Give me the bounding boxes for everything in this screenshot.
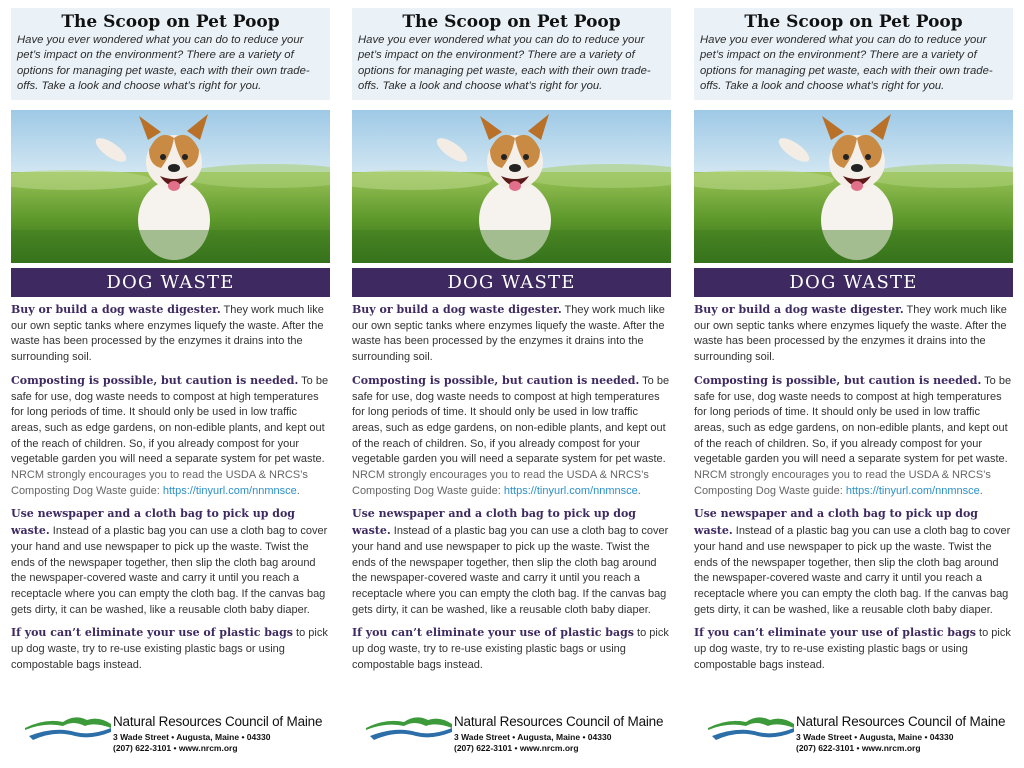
newspaper-text: Instead of a plastic bag you can use a cloth bag to cover your hand and use newspaper to pick up the waste. Twist the ends of the newspaper together, then slip the cloth bag around the newspaper-covered waste and carry it until you reach a receptacle where you can empty the cloth bag. If the canvas bag gets dirty, it can be washed, like a reusable cloth baby diaper.	[11, 525, 328, 616]
footer	[708, 712, 1008, 762]
intro-box	[11, 8, 330, 100]
footer	[366, 712, 666, 762]
plastic-heading: If you can’t eliminate your use of plastic bags	[352, 626, 634, 640]
compost-paragraph	[11, 373, 330, 500]
newspaper-heading: Use newspaper and a cloth bag to pick up dog waste.	[352, 507, 636, 538]
compost-text: To be safe for use, dog waste needs to compost at high temperatures for long periods of time. It should only be used in low traffic areas, such as edge gardens, on non-edible plants, and kept out of the reach of children. So, if you already compost for your vegetable garden you will need a separate system for pet waste.	[11, 374, 329, 466]
compost-end: .	[296, 484, 300, 497]
section-banner	[694, 268, 1013, 297]
compost-note: NRCM strongly encourages you to read the USDA & NRCS’s Composting Dog Waste guide:	[352, 469, 649, 497]
org-contact: (207) 622-3101 • www.nrcm.org	[113, 743, 238, 753]
footer	[25, 712, 325, 762]
newspaper-heading: Use newspaper and a cloth bag to pick up dog waste.	[694, 507, 978, 538]
plastic-heading: If you can’t eliminate your use of plastic bags	[694, 626, 976, 640]
org-name: Natural Resources Council of Maine	[113, 714, 323, 729]
flyer-card-3	[694, 8, 1013, 763]
compost-guide-link[interactable]: https://tinyurl.com/nnmnsce	[845, 484, 980, 497]
flyer-title: The Scoop on Pet Poop	[402, 12, 621, 32]
newspaper-paragraph	[11, 506, 330, 618]
nrcm-logo-icon	[25, 714, 111, 744]
newspaper-paragraph	[352, 506, 671, 618]
plastic-heading: If you can’t eliminate your use of plastic bags	[11, 626, 293, 640]
section-banner	[352, 268, 671, 297]
digester-heading: Buy or build a dog waste digester.	[11, 303, 221, 316]
intro-text: Have you ever wondered what you can do to reduce your pet’s impact on the environment? There are a variety of options for managing pet waste, each with their own trade-offs. Take a look and choose what’s right for you.	[17, 34, 310, 92]
compost-end: .	[637, 484, 641, 497]
compost-heading: Composting is possible, but caution is needed.	[11, 373, 299, 387]
digester-paragraph	[352, 302, 671, 366]
flyer-body	[694, 302, 1013, 673]
flyer-body	[11, 302, 330, 673]
compost-heading: Composting is possible, but caution is needed.	[694, 373, 982, 387]
digester-heading: Buy or build a dog waste digester.	[352, 303, 562, 316]
compost-note: NRCM strongly encourages you to read the USDA & NRCS’s Composting Dog Waste guide:	[694, 469, 991, 497]
newspaper-paragraph	[694, 506, 1013, 618]
compost-paragraph	[694, 373, 1013, 500]
org-name: Natural Resources Council of Maine	[454, 714, 664, 729]
digester-text: They work much like our own septic tanks where enzymes liquefy the waste. After the waste has been processed by the enzymes it drains into the surrounding soil.	[352, 304, 665, 364]
plastic-text: to pick up dog waste, try to re-use existing plastic bags or using compostable bags instead.	[694, 627, 1011, 671]
dog-photo-graphic	[694, 110, 1013, 263]
flyer-body	[352, 302, 671, 673]
newspaper-text: Instead of a plastic bag you can use a cloth bag to cover your hand and use newspaper to pick up the waste. Twist the ends of the newspaper together, then slip the cloth bag around the newspaper-covered waste and carry it until you reach a receptacle where you can empty the cloth bag. If the canvas bag gets dirty, it can be washed, like a reusable cloth baby diaper.	[694, 525, 1011, 616]
flyer-title: The Scoop on Pet Poop	[61, 12, 280, 32]
compost-paragraph	[352, 373, 671, 500]
dog-photo-graphic	[352, 110, 671, 263]
intro-box	[694, 8, 1013, 100]
digester-paragraph	[694, 302, 1013, 366]
org-address: 3 Wade Street • Augusta, Maine • 04330	[454, 732, 612, 742]
compost-heading: Composting is possible, but caution is needed.	[352, 373, 640, 387]
org-address: 3 Wade Street • Augusta, Maine • 04330	[796, 732, 954, 742]
org-name: Natural Resources Council of Maine	[796, 714, 1006, 729]
nrcm-logo-icon	[708, 714, 794, 744]
plastic-paragraph	[694, 625, 1013, 673]
digester-paragraph	[11, 302, 330, 366]
compost-text: To be safe for use, dog waste needs to compost at high temperatures for long periods of time. It should only be used in low traffic areas, such as edge gardens, on non-edible plants, and kept out of the reach of children. So, if you already compost for your vegetable garden you will need a separate system for pet waste.	[694, 374, 1012, 466]
compost-end: .	[979, 484, 983, 497]
newspaper-text: Instead of a plastic bag you can use a cloth bag to cover your hand and use newspaper to pick up the waste. Twist the ends of the newspaper together, then slip the cloth bag around the newspaper-covered waste and carry it until you reach a receptacle where you can empty the cloth bag. If the canvas bag gets dirty, it can be washed, like a reusable cloth baby diaper.	[352, 525, 669, 616]
intro-text: Have you ever wondered what you can do to reduce your pet’s impact on the environment? There are a variety of options for managing pet waste, each with their own trade-offs. Take a look and choose what’s right for you.	[358, 34, 651, 92]
flyer-title: The Scoop on Pet Poop	[744, 12, 963, 32]
plastic-text: to pick up dog waste, try to re-use existing plastic bags or using compostable bags instead.	[11, 627, 328, 671]
newspaper-heading: Use newspaper and a cloth bag to pick up dog waste.	[11, 507, 295, 538]
compost-text: To be safe for use, dog waste needs to compost at high temperatures for long periods of time. It should only be used in low traffic areas, such as edge gardens, on non-edible plants, and kept out of the reach of children. So, if you already compost for your vegetable garden you will need a separate system for pet waste.	[352, 374, 670, 466]
digester-heading: Buy or build a dog waste digester.	[694, 303, 904, 316]
plastic-text: to pick up dog waste, try to re-use existing plastic bags or using compostable bags instead.	[352, 627, 669, 671]
org-contact: (207) 622-3101 • www.nrcm.org	[454, 743, 579, 753]
banner-title: DOG WASTE	[447, 272, 576, 293]
intro-box	[352, 8, 671, 100]
dog-photo	[694, 110, 1013, 263]
dog-photo-graphic	[11, 110, 330, 263]
banner-title: DOG WASTE	[106, 272, 235, 293]
section-banner	[11, 268, 330, 297]
plastic-paragraph	[352, 625, 671, 673]
digester-text: They work much like our own septic tanks where enzymes liquefy the waste. After the waste has been processed by the enzymes it drains into the surrounding soil.	[11, 304, 324, 364]
nrcm-logo-icon	[366, 714, 452, 744]
org-address: 3 Wade Street • Augusta, Maine • 04330	[113, 732, 271, 742]
digester-text: They work much like our own septic tanks where enzymes liquefy the waste. After the waste has been processed by the enzymes it drains into the surrounding soil.	[694, 304, 1007, 364]
plastic-paragraph	[11, 625, 330, 673]
compost-guide-link[interactable]: https://tinyurl.com/nnmnsce	[503, 484, 638, 497]
dog-photo	[352, 110, 671, 263]
flyer-card-1	[11, 8, 330, 763]
compost-guide-link[interactable]: https://tinyurl.com/nnmnsce	[162, 484, 297, 497]
flyer-card-2	[352, 8, 671, 763]
banner-title: DOG WASTE	[789, 272, 918, 293]
dog-photo	[11, 110, 330, 263]
intro-text: Have you ever wondered what you can do to reduce your pet’s impact on the environment? There are a variety of options for managing pet waste, each with their own trade-offs. Take a look and choose what’s right for you.	[700, 34, 993, 92]
compost-note: NRCM strongly encourages you to read the USDA & NRCS’s Composting Dog Waste guide:	[11, 469, 308, 497]
org-contact: (207) 622-3101 • www.nrcm.org	[796, 743, 921, 753]
